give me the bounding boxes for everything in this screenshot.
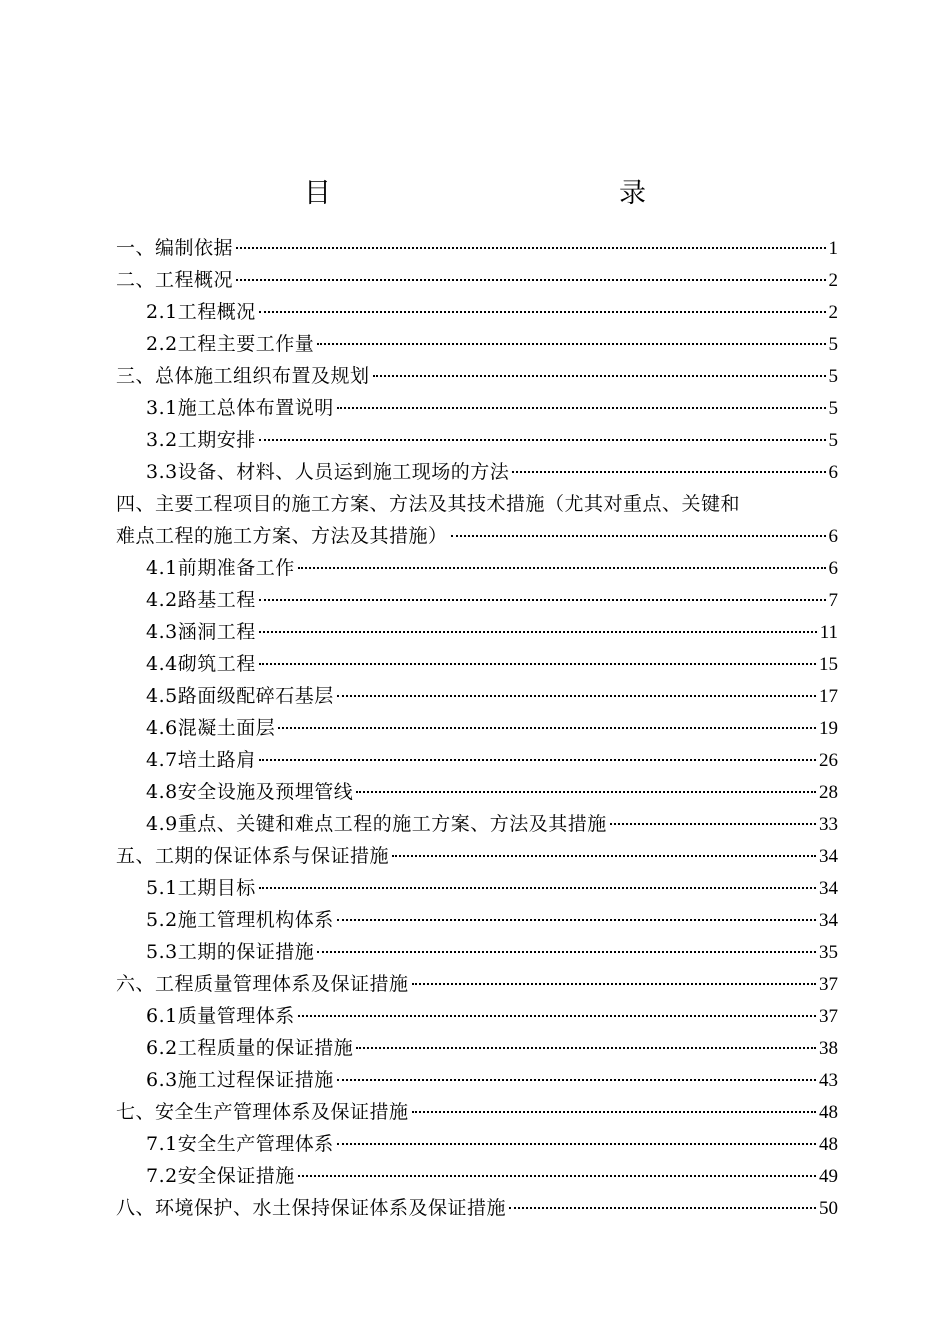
dot-leader	[451, 535, 826, 537]
dot-leader	[337, 1143, 816, 1145]
toc-entry[interactable]	[116, 1096, 838, 1128]
dot-leader	[298, 1015, 816, 1017]
toc-entry[interactable]	[116, 392, 838, 424]
toc-page-number: 37	[819, 974, 838, 995]
toc-entry-label: 八、环境保护、水土保持保证体系及保证措施	[116, 1197, 507, 1219]
toc-page-number: 11	[819, 622, 838, 643]
toc-entry[interactable]	[116, 840, 838, 872]
dot-leader	[236, 247, 825, 249]
toc-entry-label: 一、编制依据	[116, 237, 234, 259]
dot-leader	[317, 951, 816, 953]
toc-entry-line[interactable]	[116, 488, 838, 520]
dot-leader	[337, 919, 816, 921]
toc-entry-label: 7.2安全保证措施	[146, 1165, 295, 1187]
dot-leader	[298, 1175, 816, 1177]
dot-leader	[259, 759, 816, 761]
toc-entry-label: 3.2工期安排	[146, 429, 256, 451]
toc-page-number: 5	[828, 366, 838, 387]
toc-entry-label: 4.3涵洞工程	[146, 621, 256, 643]
toc-entry[interactable]	[116, 360, 838, 392]
toc-entry-label: 4.9重点、关键和难点工程的施工方案、方法及其措施	[146, 813, 607, 835]
dot-leader	[337, 407, 826, 409]
toc-page-number: 49	[819, 1166, 838, 1187]
dot-leader	[259, 631, 817, 633]
toc-entry-label: 4.1前期准备工作	[146, 557, 295, 579]
toc-page-number: 1	[828, 238, 838, 259]
toc-entry-label: 六、工程质量管理体系及保证措施	[116, 973, 409, 995]
toc-entry[interactable]	[116, 232, 838, 264]
toc-entry-label: 2.1工程概况	[146, 301, 256, 323]
page-title: 目 录	[304, 177, 724, 209]
dot-leader	[412, 1111, 816, 1113]
toc-page-number: 6	[828, 462, 838, 483]
toc-entry[interactable]	[116, 904, 838, 936]
dot-leader	[392, 855, 816, 857]
toc-entry[interactable]	[116, 936, 838, 968]
dot-leader	[298, 567, 826, 569]
toc-entry[interactable]	[116, 776, 838, 808]
toc-entry-label: 4.7培土路肩	[146, 749, 256, 771]
toc-entry[interactable]	[116, 1032, 838, 1064]
toc-entry-label: 3.3设备、材料、人员运到施工现场的方法	[146, 461, 510, 483]
toc-page-number: 34	[819, 910, 838, 931]
toc-entry-label: 二、工程概况	[116, 269, 234, 291]
toc-entry-label: 七、安全生产管理体系及保证措施	[116, 1101, 409, 1123]
toc-entry-label: 6.1质量管理体系	[146, 1005, 295, 1027]
toc-entry-label: 难点工程的施工方案、方法及其措施）	[116, 525, 448, 547]
toc-page-number: 15	[819, 654, 838, 675]
dot-leader	[337, 695, 816, 697]
toc-page-number: 2	[828, 302, 838, 323]
toc-page-number: 2	[828, 270, 838, 291]
toc-entry-label: 5.3工期的保证措施	[146, 941, 315, 963]
toc-entry[interactable]	[116, 744, 838, 776]
toc-page-number: 38	[819, 1038, 838, 1059]
toc-entry-label: 三、总体施工组织布置及规划	[116, 365, 370, 387]
dot-leader	[373, 375, 826, 377]
dot-leader	[259, 887, 816, 889]
toc-entry-label: 4.2路基工程	[146, 589, 256, 611]
toc-page-number: 17	[819, 686, 838, 707]
toc-entry-label: 6.3施工过程保证措施	[146, 1069, 334, 1091]
dot-leader	[317, 343, 825, 345]
toc-page-number: 6	[828, 526, 838, 547]
toc-entry[interactable]	[116, 328, 838, 360]
toc-page-number: 35	[819, 942, 838, 963]
dot-leader	[278, 727, 816, 729]
toc-page-number: 26	[819, 750, 838, 771]
dot-leader	[512, 471, 825, 473]
toc-entry[interactable]	[116, 296, 838, 328]
toc-entry[interactable]	[116, 456, 838, 488]
dot-leader	[356, 791, 816, 793]
toc-entry[interactable]	[116, 712, 838, 744]
toc-page-number: 19	[819, 718, 838, 739]
toc-entry-label: 5.2施工管理机构体系	[146, 909, 334, 931]
toc-page-number: 5	[828, 398, 838, 419]
toc-page-number: 33	[819, 814, 838, 835]
toc-page-number: 28	[819, 782, 838, 803]
toc-entry[interactable]	[116, 1160, 838, 1192]
toc-entry[interactable]	[116, 520, 838, 552]
toc-page-number: 6	[828, 558, 838, 579]
dot-leader	[509, 1207, 816, 1209]
toc-entry[interactable]	[116, 616, 838, 648]
toc-entry-label: 2.2工程主要工作量	[146, 333, 315, 355]
toc-page-number: 43	[819, 1070, 838, 1091]
toc-entry[interactable]	[116, 1000, 838, 1032]
toc-entry-label: 五、工期的保证体系与保证措施	[116, 845, 390, 867]
toc-entry[interactable]	[116, 1128, 838, 1160]
toc-entry[interactable]	[116, 808, 838, 840]
dot-leader	[259, 599, 826, 601]
toc-page-number: 48	[819, 1134, 838, 1155]
toc-page-number: 48	[819, 1102, 838, 1123]
toc-page-number: 5	[828, 430, 838, 451]
toc-page-number: 34	[819, 878, 838, 899]
dot-leader	[412, 983, 816, 985]
toc-entry-label: 4.6混凝土面层	[146, 717, 276, 739]
toc-entry[interactable]	[116, 584, 838, 616]
toc-entry-label: 4.5路面级配碎石基层	[146, 685, 334, 707]
toc-entry[interactable]	[116, 424, 838, 456]
toc-page-number: 7	[828, 590, 838, 611]
toc-page-number: 5	[828, 334, 838, 355]
toc-entry-label: 6.2工程质量的保证措施	[146, 1037, 354, 1059]
toc-entry[interactable]	[116, 648, 838, 680]
dot-leader	[337, 1079, 816, 1081]
dot-leader	[356, 1047, 816, 1049]
toc-entry[interactable]	[116, 264, 838, 296]
toc-entry-label: 5.1工期目标	[146, 877, 256, 899]
toc-entry[interactable]	[116, 552, 838, 584]
toc-entry-label: 四、主要工程项目的施工方案、方法及其技术措施（尤其对重点、关键和	[116, 493, 741, 515]
dot-leader	[236, 279, 825, 281]
toc-entry-label: 4.4砌筑工程	[146, 653, 256, 675]
toc-page-number: 50	[819, 1198, 838, 1219]
toc-entry[interactable]	[116, 1064, 838, 1096]
toc-entry-label: 3.1施工总体布置说明	[146, 397, 334, 419]
toc-entry[interactable]	[116, 968, 838, 1000]
toc-entry-label: 4.8安全设施及预埋管线	[146, 781, 354, 803]
toc-page-number: 34	[819, 846, 838, 867]
toc-entry[interactable]	[116, 680, 838, 712]
toc-page-number: 37	[819, 1006, 838, 1027]
toc-entry[interactable]	[116, 1192, 838, 1224]
dot-leader	[259, 439, 826, 441]
toc-entry[interactable]	[116, 872, 838, 904]
dot-leader	[259, 311, 826, 313]
dot-leader	[259, 663, 816, 665]
toc-entry-label: 7.1安全生产管理体系	[146, 1133, 334, 1155]
dot-leader	[610, 823, 816, 825]
toc-list	[116, 232, 838, 1224]
